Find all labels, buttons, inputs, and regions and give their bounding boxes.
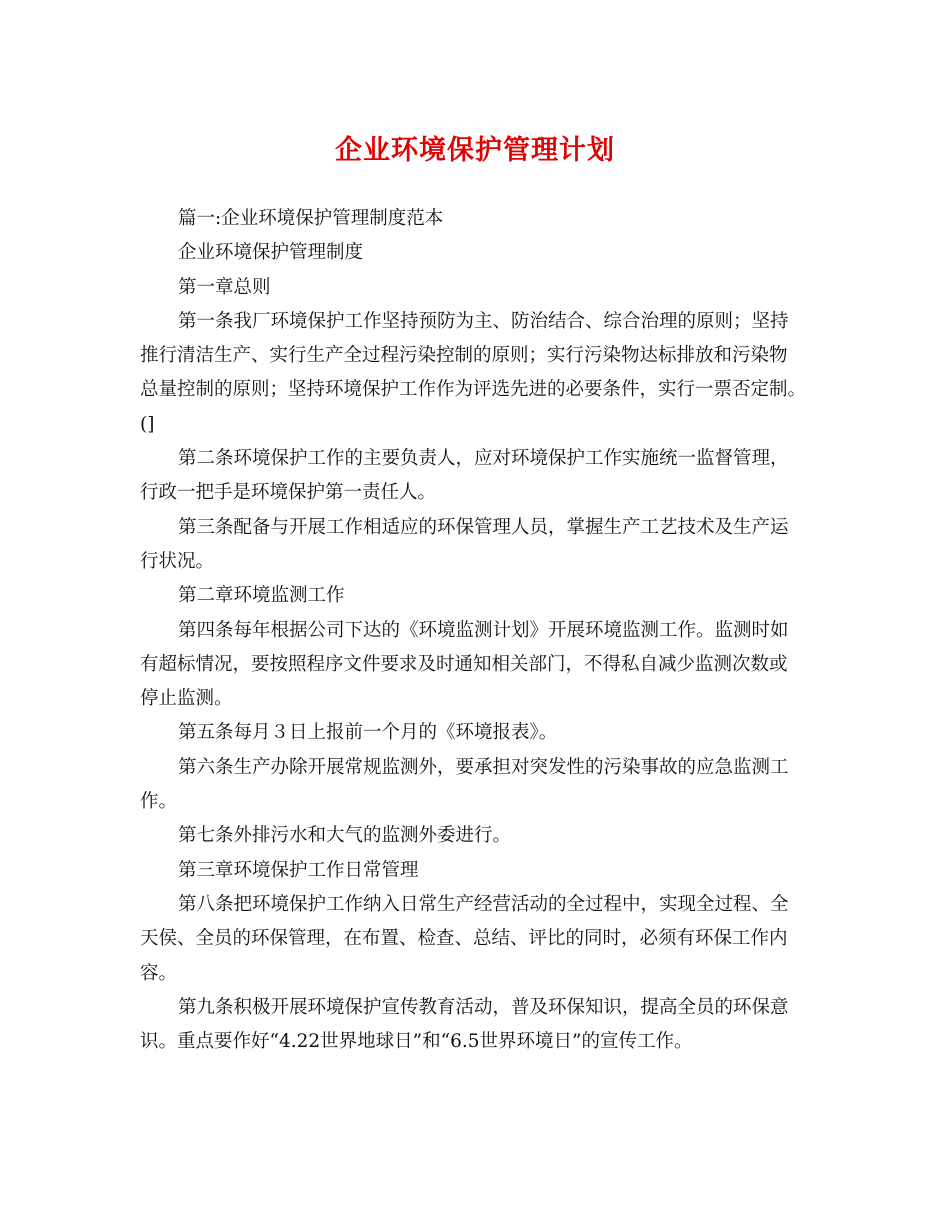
paragraph-line: 第八条把环境保护工作纳入日常生产经营活动的全过程中，实现全过程、全 bbox=[178, 893, 789, 915]
paragraph-line: (] bbox=[140, 413, 155, 435]
paragraph-line: 第二条环境保护工作的主要负责人，应对环境保护工作实施统一监督管理， bbox=[178, 448, 789, 470]
chapter-heading: 第二章环境监测工作 bbox=[178, 585, 345, 607]
paragraph-line: 行政一把手是环境保护第一责任人。 bbox=[140, 482, 437, 504]
paragraph-line: 第七条外排污水和大气的监测外委进行。 bbox=[178, 825, 512, 847]
paragraph-line: 第四条每年根据公司下达的《环境监测计划》开展环境监测工作。监测时如 bbox=[178, 619, 789, 641]
paragraph-line: 有超标情况，要按照程序文件要求及时通知相关部门，不得私自减少监测次数或 bbox=[140, 653, 788, 675]
chapter-heading: 第一章总则 bbox=[178, 276, 271, 298]
document-body bbox=[140, 202, 806, 1059]
paragraph-line: 推行清洁生产、实行生产全过程污染控制的原则；实行污染物达标排放和污染物 bbox=[140, 345, 788, 367]
paragraph-line: 容。 bbox=[140, 962, 178, 984]
paragraph-line: 第五条每月３日上报前一个月的《环境报表》。 bbox=[178, 722, 558, 744]
document-title: 企业环境保护管理计划 bbox=[335, 135, 615, 166]
paragraph-line: 第三条配备与开展工作相适应的环保管理人员，掌握生产工艺技术及生产运 bbox=[178, 516, 789, 538]
paragraph-line: 停止监测。 bbox=[140, 688, 233, 710]
paragraph-line: 行状况。 bbox=[140, 550, 215, 572]
paragraph-line: 第六条生产办除开展常规监测外，要承担对突发性的污染事故的应急监测工 bbox=[178, 756, 789, 778]
paragraph-line: 作。 bbox=[140, 791, 178, 813]
regulation-title: 企业环境保护管理制度 bbox=[178, 242, 364, 264]
section-heading: 篇一:企业环境保护管理制度范本 bbox=[178, 208, 444, 229]
paragraph-line: 识。重点要作好“4.22世界地球日”和“6.5世界环境日”的宣传工作。 bbox=[140, 1031, 693, 1053]
paragraph-line: 第一条我厂环境保护工作坚持预防为主、防治结合、综合治理的原则；坚持 bbox=[178, 310, 789, 332]
paragraph-line: 天侯、全员的环保管理，在布置、检查、总结、评比的同时，必须有环保工作内 bbox=[140, 928, 788, 950]
paragraph-line: 总量控制的原则；坚持环境保护工作作为评选先进的必要条件，实行一票否定制。 bbox=[140, 379, 807, 401]
chapter-heading: 第三章环境保护工作日常管理 bbox=[178, 859, 419, 881]
paragraph-line: 第九条积极开展环境保护宣传教育活动，普及环保知识，提高全员的环保意 bbox=[178, 996, 789, 1018]
